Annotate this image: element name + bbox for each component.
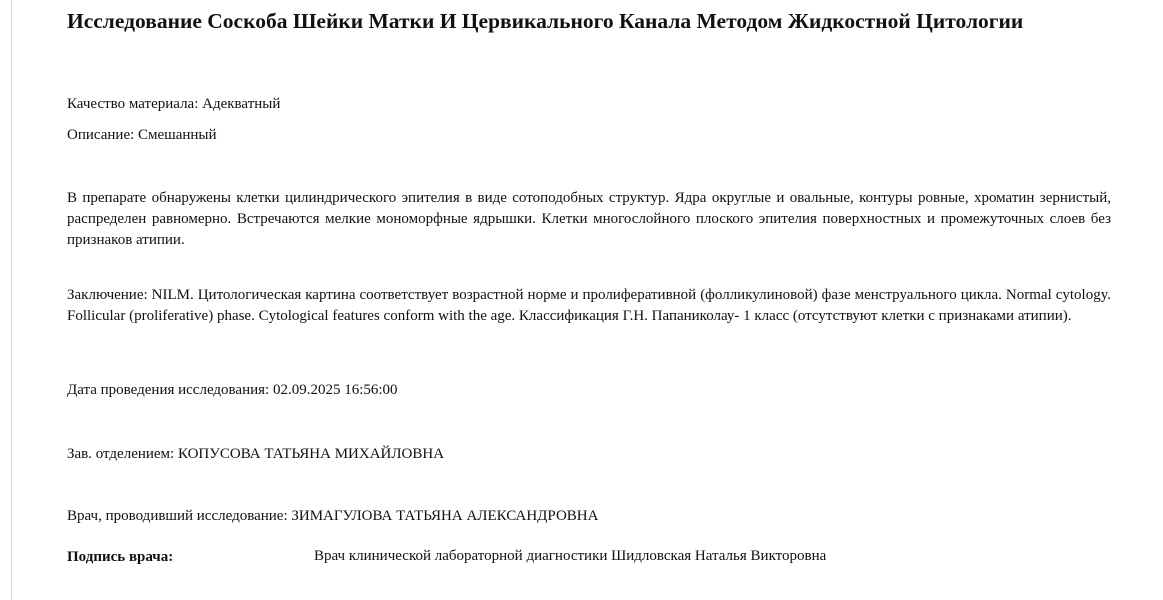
document-title: Исследование Соскоба Шейки Матки И Цервикального Канала Методом Жидкостной Цитологии [67,9,1024,33]
signature-label: Подпись врача: [67,549,174,565]
study-date-line: Дата проведения исследования: 02.09.2025 16:56:00 [67,382,398,398]
findings-paragraph: В препарате обнаружены клетки цилиндрического эпителия в виде сотоподобных структур. Ядра округлые и овальные, контуры ровные, хроматин зернистый, распределен равномерно. Встречаются мелкие мономорфные ядрышки. Клетки многослойного плоского эпителия поверхностных и промежуточных слоев без признаков атипии. [67,190,1111,248]
page-edge-line [11,0,12,600]
performing-doctor-line: Врач, проводивший исследование: ЗИМАГУЛОВА ТАТЬЯНА АЛЕКСАНДРОВНА [67,508,599,524]
conclusion-paragraph: Заключение: NILM. Цитологическая картина соответствует возрастной норме и пролиферативной (фолликулиновой) фазе менструального цикла. Normal cytology. Follicular (proliferative) phase. Cytological features conform with the age. Классификация Г.Н. Папаниколау- 1 класс (отсутствуют клетки с признаками атипии). [67,287,1111,324]
signature-value: Врач клинической лабораторной диагностики Шидловская Наталья Викторовна [314,548,827,564]
material-quality-line: Качество материала: Адекватный [67,96,281,112]
description-line: Описание: Смешанный [67,127,217,143]
department-head-line: Зав. отделением: КОПУСОВА ТАТЬЯНА МИХАЙЛОВНА [67,446,445,462]
